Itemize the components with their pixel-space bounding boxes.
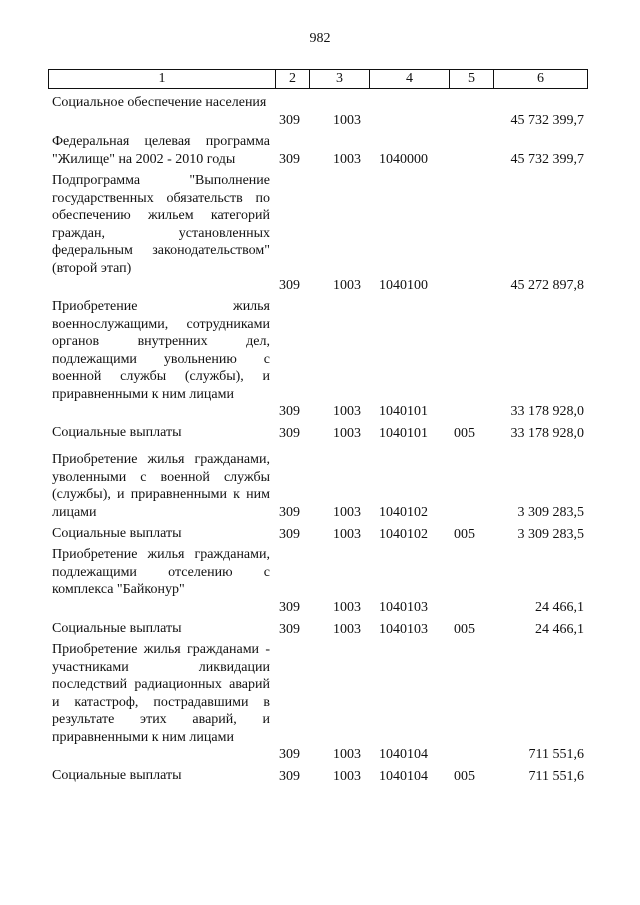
row-col-6: 45 272 897,8 [510,277,584,293]
table-row [48,94,588,129]
row-col-2: 309 [279,746,300,762]
header-col-5: 5 [449,70,493,88]
row-col-2: 309 [279,112,300,128]
row-col-2: 309 [279,403,300,419]
row-col-4: 1040000 [379,151,428,167]
header-col-2: 2 [275,70,309,88]
row-col-3: 1003 [333,746,361,762]
row-col-6: 33 178 928,0 [510,403,584,419]
row-col-6: 33 178 928,0 [510,425,584,441]
row-col-2: 309 [279,425,300,441]
row-col-2: 309 [279,277,300,293]
row-col-4: 1040104 [379,746,428,762]
row-col-2: 309 [279,526,300,542]
row-col-6: 45 732 399,7 [510,151,584,167]
row-name: Приобретение жилья гражданами, уволенными с военной службы (службы), и приравненными к ним лицами [52,452,270,520]
row-col-3: 1003 [333,277,361,293]
row-col-6: 3 309 283,5 [517,526,584,542]
row-name: Социальное обеспечение населения [52,95,267,110]
row-col-5: 005 [454,526,475,542]
header-col-3: 3 [309,70,369,88]
row-col-6: 711 551,6 [528,768,584,784]
table-row [48,424,588,442]
row-col-6: 24 466,1 [535,599,584,615]
table-row [48,641,588,763]
row-name: Подпрограмма "Выполнение государственных обязательств по обеспечению жильем категорий граждан, установленных федеральным законодательством" (второй этап) [52,173,270,276]
row-name: Приобретение жилья гражданами, подлежащими отселению с комплекса "Байконур" [52,547,270,597]
row-col-4: 1040102 [379,504,428,520]
row-col-3: 1003 [333,768,361,784]
row-name: Федеральная целевая программа "Жилище" на 2002 - 2010 годы [52,134,270,167]
row-col-3: 1003 [333,621,361,637]
table-row [48,620,588,638]
row-col-4: 1040103 [379,621,428,637]
row-col-3: 1003 [333,151,361,167]
header-col-4: 4 [369,70,449,88]
row-col-4: 1040102 [379,526,428,542]
row-col-3: 1003 [333,425,361,441]
row-name: Социальные выплаты [52,768,182,783]
table-row [48,133,588,168]
row-name: Приобретение жилья военнослужащими, сотрудниками органов внутренних дел, подлежащими увольнению с военной службы (службы), и приравненными к ним лицами [52,299,270,402]
row-col-3: 1003 [333,403,361,419]
row-name: Социальные выплаты [52,621,182,636]
row-col-3: 1003 [333,599,361,615]
row-name: Социальные выплаты [52,425,182,440]
table-row [48,767,588,785]
row-col-4: 1040103 [379,599,428,615]
row-col-5: 005 [454,768,475,784]
header-col-1: 1 [158,71,166,86]
row-col-6: 45 732 399,7 [510,112,584,128]
row-col-2: 309 [279,599,300,615]
row-col-2: 309 [279,151,300,167]
row-col-3: 1003 [333,504,361,520]
row-col-6: 711 551,6 [528,746,584,762]
row-col-2: 309 [279,504,300,520]
header-col-6: 6 [493,70,587,88]
row-col-2: 309 [279,768,300,784]
row-col-4: 1040100 [379,277,428,293]
table-row [48,172,588,294]
row-col-4: 1040104 [379,768,428,784]
row-name: Социальные выплаты [52,526,182,541]
row-col-5: 005 [454,621,475,637]
row-col-5: 005 [454,425,475,441]
table-row [48,451,588,521]
row-col-3: 1003 [333,112,361,128]
table-row [48,525,588,543]
row-col-3: 1003 [333,526,361,542]
row-col-6: 3 309 283,5 [517,504,584,520]
table-row [48,298,588,420]
row-name: Приобретение жилья гражданами - участниками ликвидации последствий радиационных аварий и катастроф, пострадавшими в результате этих аварий, и приравненными к ним лицами [52,642,270,745]
row-col-4: 1040101 [379,403,428,419]
table-header [48,69,588,89]
row-col-2: 309 [279,621,300,637]
page-number: 982 [309,31,331,46]
row-col-4: 1040101 [379,425,428,441]
table-row [48,546,588,616]
row-col-6: 24 466,1 [535,621,584,637]
